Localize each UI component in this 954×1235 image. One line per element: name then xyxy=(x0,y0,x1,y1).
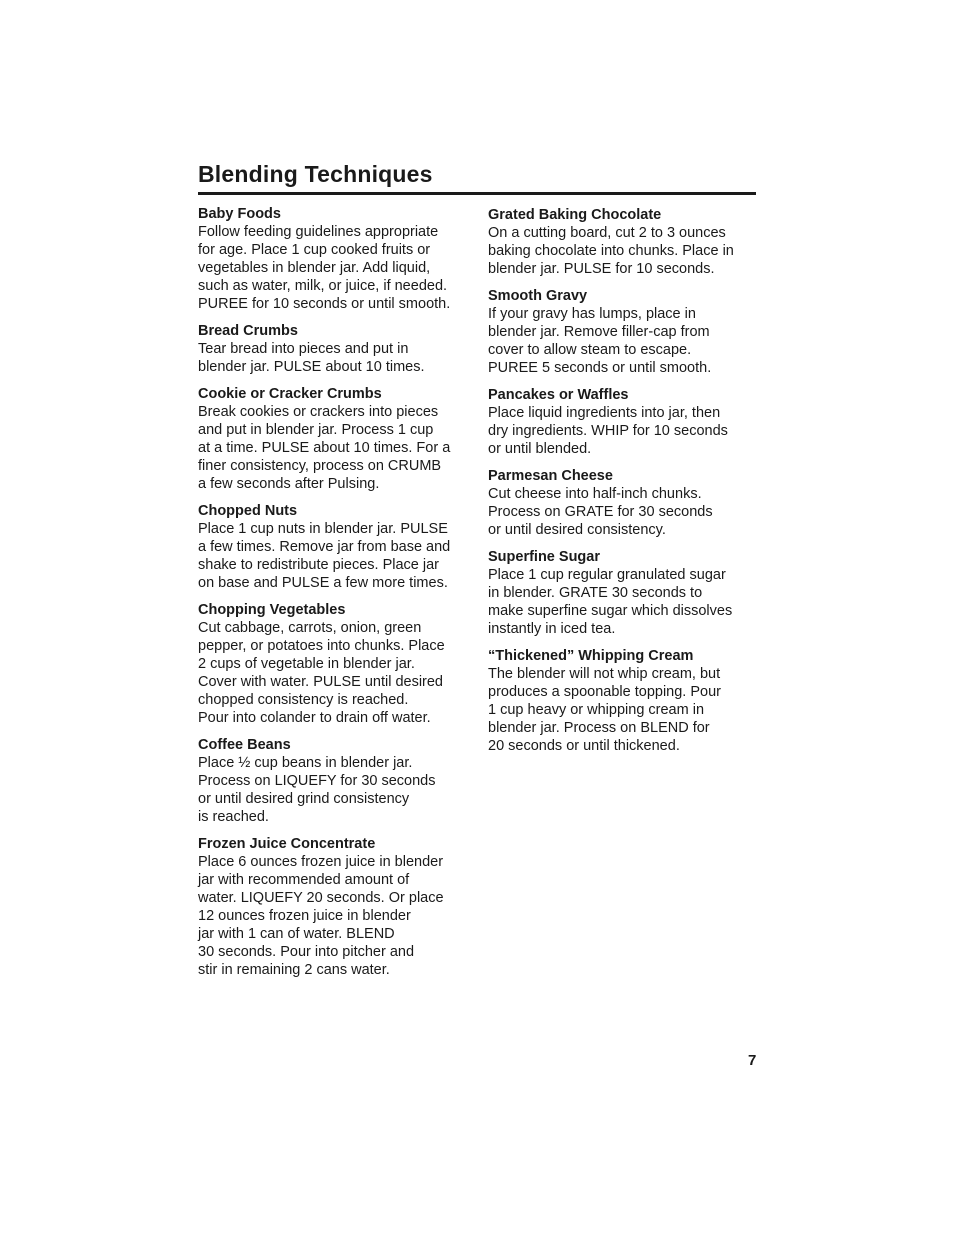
entry-body: Cut cabbage, carrots, onion, green pepper, or potatoes into chunks. Place 2 cups of vegetable in blender jar. Cover with water. PULSE until desired chopped consistency is reached. Pour into colander to drain off water. xyxy=(198,620,445,726)
entry-body: Place liquid ingredients into jar, then dry ingredients. WHIP for 10 seconds or until blended. xyxy=(488,405,728,457)
entry-heading: Bread Crumbs xyxy=(198,323,298,339)
entry-heading: Cookie or Cracker Crumbs xyxy=(198,386,382,402)
entry-heading: Grated Baking Chocolate xyxy=(488,207,662,223)
entry-smooth-gravy xyxy=(488,287,758,377)
page-title: Blending Techniques xyxy=(198,161,433,187)
entry-body: Break cookies or crackers into pieces and put in blender jar. Process 1 cup at a time. PULSE about 10 times. For a finer consistency, process on CRUMB a few seconds after Pulsing. xyxy=(198,404,451,492)
entry-body: Cut cheese into half-inch chunks. Process on GRATE for 30 seconds or until desired consistency. xyxy=(488,486,713,538)
entry-body: Place ½ cup beans in blender jar. Process on LIQUEFY for 30 seconds or until desired grind consistency is reached. xyxy=(198,755,436,825)
right-column xyxy=(488,206,758,764)
entry-parmesan-cheese xyxy=(488,467,758,539)
title-rule xyxy=(198,192,756,195)
entry-superfine-sugar xyxy=(488,548,758,638)
entry-heading: “Thickened” Whipping Cream xyxy=(488,648,694,664)
entry-heading: Parmesan Cheese xyxy=(488,468,613,484)
entry-heading: Coffee Beans xyxy=(198,737,291,753)
page-number: 7 xyxy=(748,1052,757,1069)
entry-body: The blender will not whip cream, but produces a spoonable topping. Pour 1 cup heavy or whipping cream in blender jar. Process on BLEND for 20 seconds or until thickened. xyxy=(488,666,721,754)
entry-cookie-cracker-crumbs xyxy=(198,385,468,493)
entry-heading: Baby Foods xyxy=(198,206,281,222)
entry-body: Place 1 cup regular granulated sugar in blender. GRATE 30 seconds to make superfine sugar which dissolves instantly in iced tea. xyxy=(488,567,733,637)
entry-heading: Superfine Sugar xyxy=(488,549,600,565)
entry-body: Follow feeding guidelines appropriate for age. Place 1 cup cooked fruits or vegetables in blender jar. Add liquid, such as water, milk, or juice, if needed. PUREE for 10 seconds or until smooth. xyxy=(198,224,451,312)
entry-frozen-juice-concentrate xyxy=(198,835,468,979)
entry-body: On a cutting board, cut 2 to 3 ounces baking chocolate into chunks. Place in blender jar. PULSE for 10 seconds. xyxy=(488,225,734,277)
entry-chopped-nuts xyxy=(198,502,468,592)
entry-bread-crumbs xyxy=(198,322,468,376)
entry-heading: Chopping Vegetables xyxy=(198,602,346,618)
entry-heading: Frozen Juice Concentrate xyxy=(198,836,376,852)
entry-grated-baking-chocolate xyxy=(488,206,758,278)
entry-body: Place 6 ounces frozen juice in blender jar with recommended amount of water. LIQUEFY 20 seconds. Or place 12 ounces frozen juice in blender jar with 1 can of water. BLEND 30 seconds. Pour into pitcher and stir in remaining 2 cans water. xyxy=(198,854,444,978)
entry-heading: Pancakes or Waffles xyxy=(488,387,629,403)
entry-coffee-beans xyxy=(198,736,468,826)
entry-body: Place 1 cup nuts in blender jar. PULSE a few times. Remove jar from base and shake to redistribute pieces. Place jar on base and PULSE a few more times. xyxy=(198,521,451,591)
entry-pancakes-waffles xyxy=(488,386,758,458)
left-column xyxy=(198,205,468,988)
entry-body: Tear bread into pieces and put in blender jar. PULSE about 10 times. xyxy=(198,341,425,375)
entry-baby-foods xyxy=(198,205,468,313)
entry-body: If your gravy has lumps, place in blender jar. Remove filler-cap from cover to allow steam to escape. PUREE 5 seconds or until smooth. xyxy=(488,306,712,376)
entry-heading: Chopped Nuts xyxy=(198,503,298,519)
entry-chopping-vegetables xyxy=(198,601,468,727)
entry-thickened-whipping-cream xyxy=(488,647,758,755)
entry-heading: Smooth Gravy xyxy=(488,288,588,304)
